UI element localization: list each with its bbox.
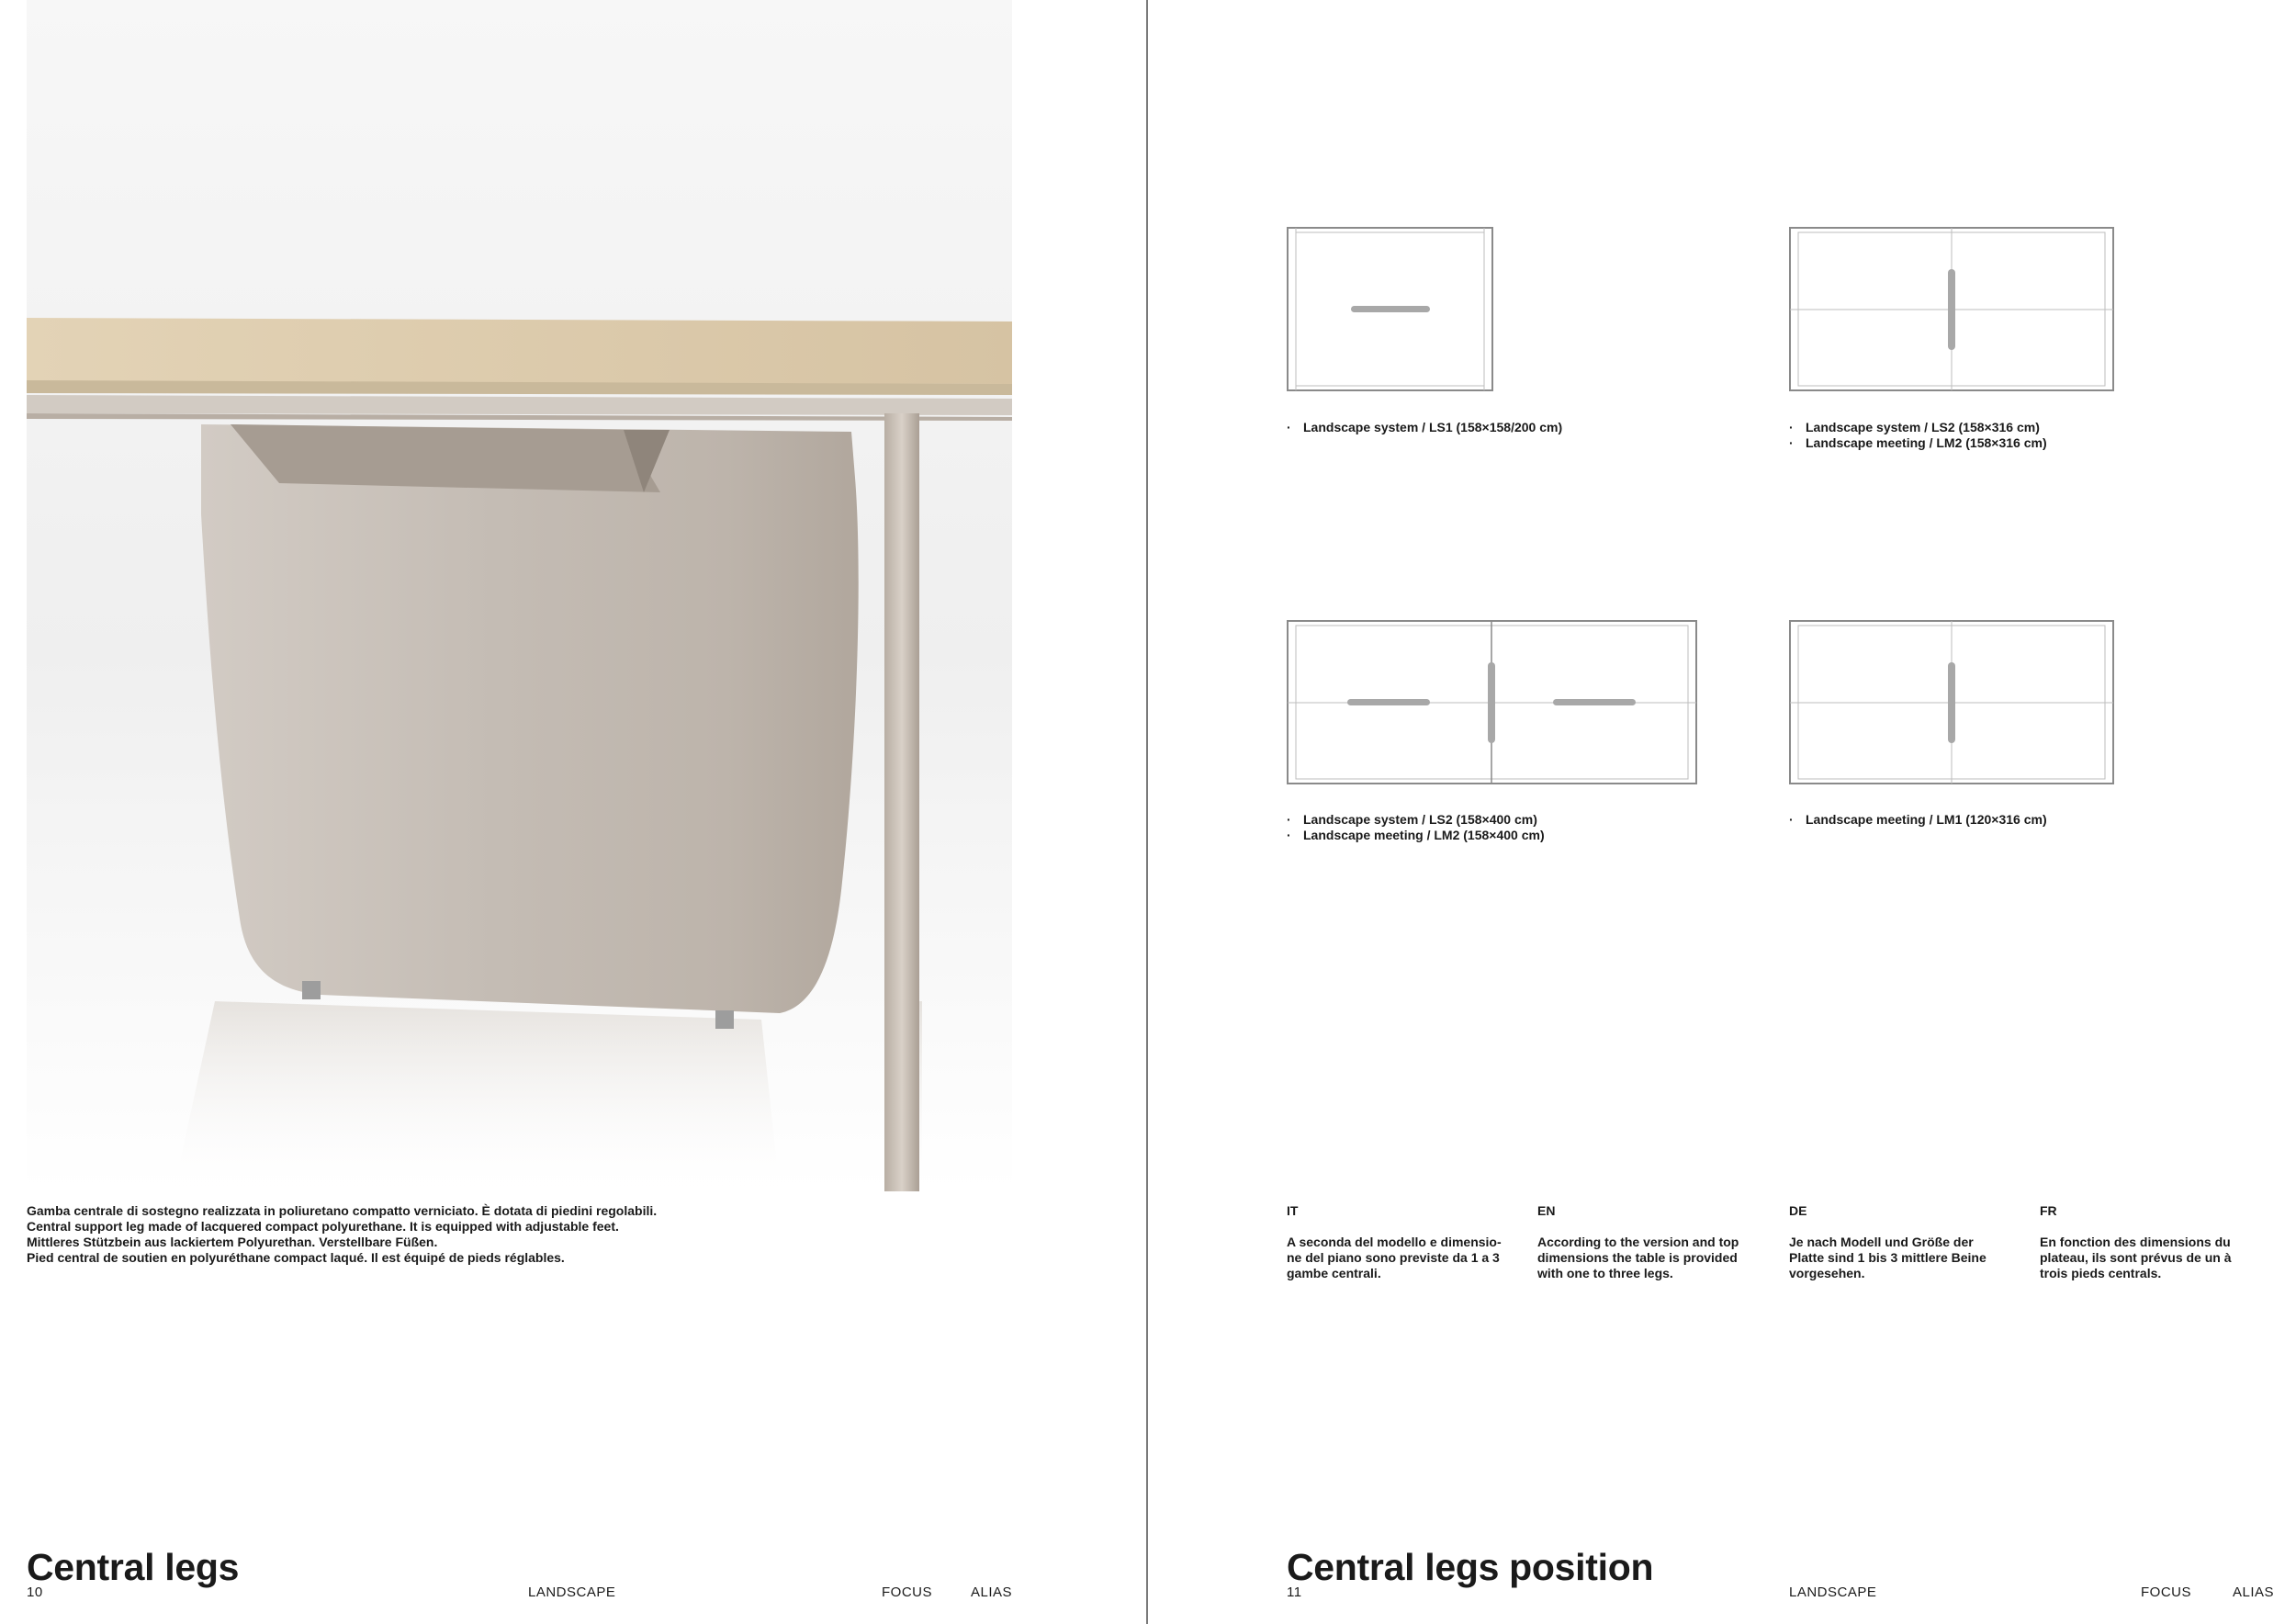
list-item [1287, 812, 1545, 828]
footer-nav-alias[interactable]: ALIAS [2233, 1585, 2275, 1600]
bullet: · [1287, 812, 1291, 827]
footer-section: LANDSCAPE [528, 1585, 616, 1600]
page-number: 10 [27, 1585, 43, 1600]
diagram-lm1-label [1789, 812, 2047, 828]
central-leg-product-photo [27, 0, 1012, 1191]
list-item [1287, 420, 1562, 435]
list-item [1287, 828, 1545, 843]
page-title: Central legs position [1287, 1546, 1654, 1588]
lang-column-fr [2040, 1203, 2260, 1281]
list-item [1789, 420, 2047, 435]
footer-nav-alias[interactable]: ALIAS [971, 1585, 1013, 1600]
bullet: · [1287, 828, 1291, 842]
lang-column-en [1537, 1203, 1758, 1281]
footer-nav-focus[interactable]: FOCUS [882, 1585, 932, 1600]
diagram-ls2-400 [1287, 618, 1702, 788]
diagram-ls2-316-label [1789, 420, 2047, 451]
diagram-label: Landscape system / LS2 (158×400 cm) [1303, 812, 1537, 827]
page-number: 11 [1287, 1585, 1302, 1600]
right-page [1149, 0, 2296, 1624]
caption-line-en: Central support leg made of lacquered compact polyurethane. It is equipped with adjustable feet. [27, 1219, 619, 1234]
footer-section: LANDSCAPE [1789, 1585, 1877, 1600]
lang-column-de [1789, 1203, 2009, 1281]
footer-nav-focus[interactable]: FOCUS [2141, 1585, 2191, 1600]
left-page [0, 0, 1146, 1624]
diagram-ls1 [1287, 225, 1498, 395]
diagram-ls2-400-label [1287, 812, 1545, 843]
page-fold-divider [1146, 0, 1148, 1624]
bullet: · [1789, 435, 1794, 450]
lang-code: FR [2040, 1203, 2057, 1218]
diagram-label: Landscape meeting / LM2 (158×316 cm) [1806, 435, 2047, 450]
list-item [1789, 435, 2047, 451]
lang-text: Je nach Modell und Größe der Platte sind 1 bis 3 mittlere Beine vorgesehen. [1789, 1235, 1986, 1280]
bullet: · [1287, 420, 1291, 434]
caption-line-de: Mittleres Stützbein aus lackiertem Polyurethan. Verstellbare Füßen. [27, 1235, 438, 1249]
lang-code: EN [1537, 1203, 1556, 1218]
diagram-label: Landscape meeting / LM2 (158×400 cm) [1303, 828, 1545, 842]
lang-text: According to the version and top dimensions the table is provided with one to three legs. [1537, 1235, 1739, 1280]
diagram-label: Landscape system / LS1 (158×158/200 cm) [1303, 420, 1563, 434]
page-title: Central legs [27, 1546, 240, 1588]
bullet: · [1789, 420, 1794, 434]
diagram-ls2-316 [1789, 225, 2120, 395]
lang-text: A seconda del modello e dimensio- ne del piano sono previste da 1 a 3 gambe centrali. [1287, 1235, 1502, 1280]
lang-code: IT [1287, 1203, 1299, 1218]
list-item [1789, 812, 2047, 828]
product-caption [27, 1203, 1037, 1266]
lang-code: DE [1789, 1203, 1807, 1218]
lang-column-it [1287, 1203, 1507, 1281]
diagram-lm1 [1789, 618, 2120, 788]
caption-line-fr: Pied central de soutien en polyuréthane compact laqué. Il est équipé de pieds réglables. [27, 1250, 565, 1265]
diagram-label: Landscape meeting / LM1 (120×316 cm) [1806, 812, 2047, 827]
diagram-ls1-label [1287, 420, 1562, 435]
caption-line-it: Gamba centrale di sostegno realizzata in poliuretano compatto verniciato. È dotata di piedini regolabili. [27, 1203, 658, 1218]
bullet: · [1789, 812, 1794, 827]
diagram-label: Landscape system / LS2 (158×316 cm) [1806, 420, 2040, 434]
lang-text: En fonction des dimensions du plateau, ils sont prévus de un à trois pieds centrals. [2040, 1235, 2232, 1280]
